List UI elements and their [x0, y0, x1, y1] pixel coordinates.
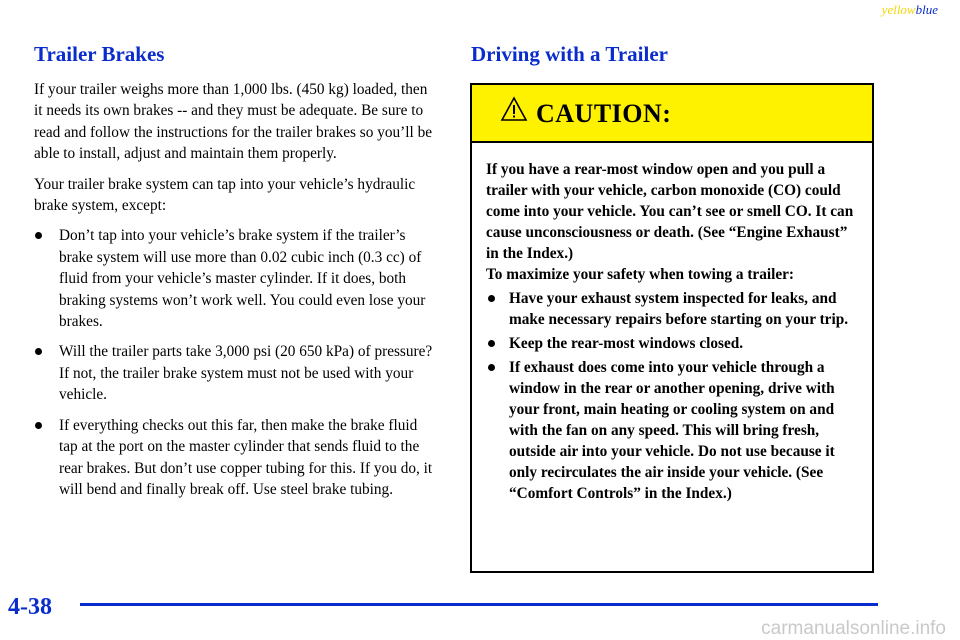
caution-box: [470, 83, 874, 573]
bullet-item: [34, 415, 438, 501]
watermark: carmanualsonline.info: [761, 618, 946, 639]
color-tag-yellow: yellow: [881, 2, 916, 17]
caution-header: [472, 85, 872, 143]
caution-bullet-item: [486, 357, 858, 504]
footer-divider: [80, 603, 878, 606]
page-number: 4-38: [8, 594, 52, 620]
bullet-text: Don’t tap into your vehicle’s brake system if the trailer’s brake system will use more than 0.02 cubic inch (0.3 cc) of fluid from your vehicle’s master cylinder. If it does, both braking systems won’t work well. You could even lose your brakes.: [59, 227, 426, 331]
bullet-icon: [488, 295, 495, 302]
color-tag: [882, 2, 938, 18]
caution-paragraph: If you have a rear-most window open and you pull a trailer with your vehicle, carbon monoxide (CO) could come into your vehicle. You can’t see or smell CO. It can cause unconsciousness or death. (See “Engine Exhaust” in the Index.): [486, 161, 854, 262]
warning-triangle-icon: [500, 96, 528, 122]
bullet-icon: [35, 232, 42, 239]
bullet-icon: [35, 348, 42, 355]
bullet-text: Will the trailer parts take 3,000 psi (20 650 kPa) of pressure? If not, the trailer brake system must not be used with your vehicle.: [59, 343, 433, 404]
left-column: [34, 42, 438, 509]
bullet-icon: [488, 340, 495, 347]
bullet-text: Have your exhaust system inspected for leaks, and make necessary repairs before starting on your trip.: [509, 290, 849, 328]
section-heading-driving-with-trailer: Driving with a Trailer: [471, 42, 668, 66]
right-column: [470, 42, 878, 573]
bullet-text: If everything checks out this far, then make the brake fluid tap at the port on the master cylinder that sends fluid to the rear brakes. But don’t use copper tubing for this. If you do, it will bend and finally break off. Use steel brake tubing.: [59, 416, 433, 498]
paragraph: Your trailer brake system can tap into your vehicle’s hydraulic brake system, except:: [34, 175, 416, 215]
bullet-text: If exhaust does come into your vehicle through a window in the rear or another opening, drive with your front, main heating or cooling system on and with the fan on any speed. This will bring fresh, outside air into your vehicle. Do not use because it only recirculates the air inside your vehicle. (See “Comfort Controls” in the Index.): [509, 359, 835, 502]
paragraph: If your trailer weighs more than 1,000 lbs. (450 kg) loaded, then it needs its own brakes -- and they must be adequate. Be sure to read and follow the instructions for the trailer brakes so you’ll be able to install, adjust and maintain them properly.: [34, 81, 433, 163]
bullet-item: [34, 341, 438, 405]
caution-title: CAUTION:: [536, 99, 672, 128]
caution-bullet-item: [486, 333, 858, 354]
bullet-text: Keep the rear-most windows closed.: [509, 335, 744, 352]
caution-paragraph: To maximize your safety when towing a trailer:: [486, 266, 795, 283]
bullet-icon: [35, 422, 42, 429]
bullet-item: [34, 225, 438, 332]
color-tag-blue: blue: [915, 2, 938, 17]
caution-body: [472, 143, 872, 504]
section-heading-trailer-brakes: Trailer Brakes: [34, 42, 165, 66]
bullet-icon: [488, 364, 495, 371]
caution-bullet-item: [486, 288, 858, 330]
